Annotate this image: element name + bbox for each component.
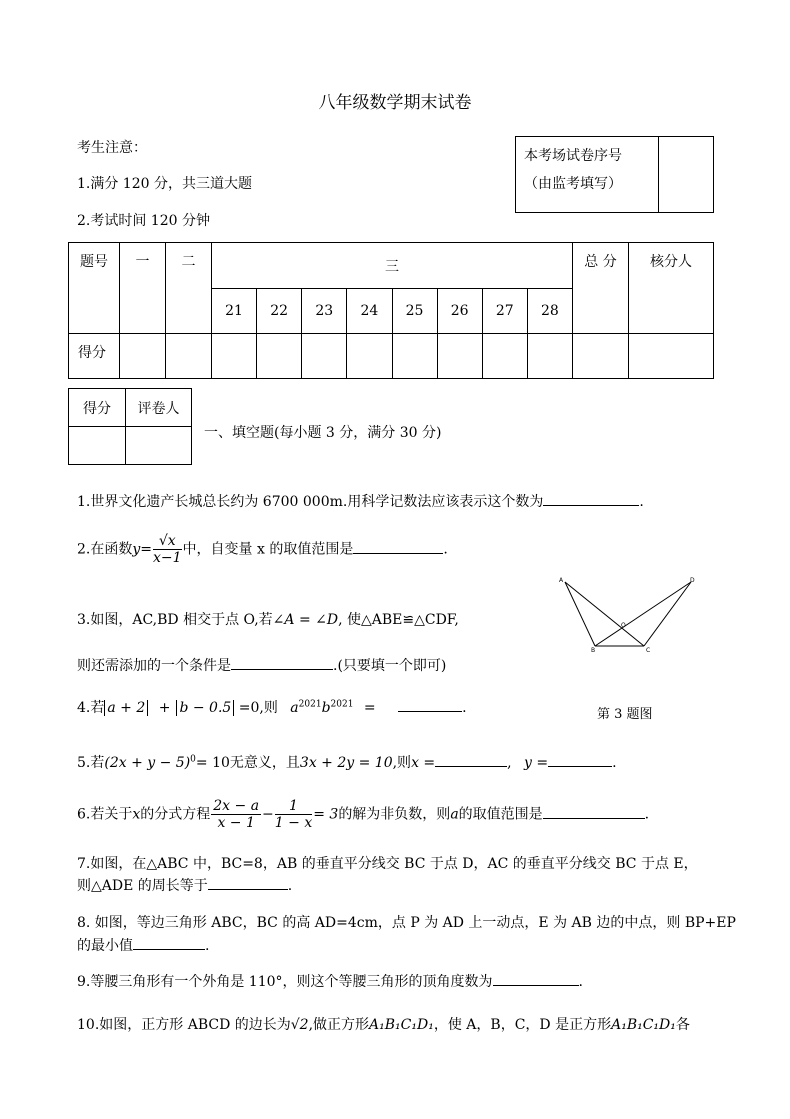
- q6-num1: 2x − a: [213, 798, 260, 814]
- question-1-text: 1.世界文化遗产长城总长约为 6700 000m.用科学记数法应该表示这个数为: [77, 494, 544, 510]
- q9-text: 9.等腰三角形有一个外角是 110°，则这个等腰三角形的顶角度数为: [77, 974, 493, 990]
- answer-blank-7[interactable]: [208, 889, 288, 890]
- period: .: [287, 878, 293, 894]
- period: .: [205, 938, 210, 954]
- answer-blank-8[interactable]: [133, 949, 205, 950]
- q6-num2: 1: [275, 798, 312, 815]
- serial-box-line2: （由监考填写）: [524, 176, 622, 192]
- grader-table: [68, 388, 192, 465]
- answer-blank-1[interactable]: [543, 505, 639, 506]
- q4-prefix: 4.若: [77, 700, 105, 716]
- row-score-label: 得分: [69, 333, 120, 378]
- score-cell[interactable]: [482, 333, 527, 378]
- q6-minus: −: [262, 806, 274, 823]
- grader-score-cell[interactable]: [69, 427, 126, 465]
- period: .: [644, 806, 650, 823]
- fig3-label-o: O: [621, 622, 626, 629]
- q6-var: x: [132, 806, 141, 823]
- q2-numerator: √x: [153, 533, 182, 550]
- q5-expr: (2x + y − 5): [104, 755, 191, 771]
- sub-col-22: 22: [257, 289, 302, 333]
- col-tihao: 题号: [69, 243, 120, 334]
- score-cell[interactable]: [302, 333, 347, 378]
- q10-suffix: 各: [675, 1017, 690, 1033]
- q4-b: b: [321, 700, 331, 716]
- q6-suffix-b: 的取值范围是: [458, 806, 543, 823]
- question-9: [77, 971, 583, 991]
- q2-y-eq: y=: [132, 541, 152, 558]
- q10-square-2: A₁B₁C₁D₁: [611, 1017, 676, 1033]
- answer-blank-9[interactable]: [493, 985, 579, 986]
- score-cell[interactable]: [166, 333, 212, 378]
- answer-blank-3[interactable]: [231, 669, 333, 670]
- question-2-suffix: 中，自变量 x 的取值范围是: [182, 541, 354, 558]
- serial-box-line1: 本考场试卷序号: [524, 148, 622, 164]
- q6-den1: x − 1: [217, 815, 255, 831]
- grader-name-cell[interactable]: [126, 427, 192, 465]
- fig3-label-c: C: [646, 647, 651, 654]
- notice-item-1: 1.满分 120 分，共三道大题: [77, 176, 252, 192]
- q3-text-b: , 使△ABE≌△CDF,: [338, 612, 459, 628]
- period: .: [612, 755, 617, 771]
- answer-blank-5y[interactable]: [548, 766, 612, 767]
- sub-col-26: 26: [437, 289, 482, 333]
- serial-box: [515, 136, 714, 213]
- question-5: [77, 752, 617, 772]
- q4-abs-1: a + 2: [107, 700, 146, 716]
- score-cell[interactable]: [437, 333, 482, 378]
- sub-col-24: 24: [347, 289, 392, 333]
- q4-eq: =: [363, 700, 376, 716]
- fig3-label-d: D: [690, 577, 695, 584]
- notice-heading: 考生注意：: [77, 140, 147, 156]
- sub-col-28: 28: [527, 289, 572, 333]
- grader-score-label: 得分: [69, 389, 126, 427]
- q6-mid: 的分式方程: [140, 806, 211, 823]
- q5-x-eq: x =: [411, 755, 436, 771]
- q10-prefix: 10.如图，正方形 ABCD 的边长为: [77, 1017, 291, 1033]
- score-cell[interactable]: [347, 333, 392, 378]
- score-cell[interactable]: [629, 333, 714, 378]
- q5-y-eq: y =: [524, 755, 549, 771]
- q10-mid2: ，使 A，B，C，D 是正方形: [433, 1017, 612, 1033]
- question-6: [77, 798, 649, 831]
- sub-col-25: 25: [392, 289, 437, 333]
- q3-line2: 则还需添加的一个条件是: [77, 658, 231, 674]
- question-8-line-2: [77, 935, 209, 955]
- q6-eq: = 3: [313, 806, 339, 823]
- q3-text-a: 3.如图，AC,BD 相交于点 O,若: [77, 612, 273, 628]
- question-1: [77, 491, 644, 511]
- question-2: [77, 533, 448, 566]
- q5-mid: = 10无意义，且: [195, 755, 300, 771]
- question-10: [77, 1014, 690, 1034]
- fig3-label-a: A: [559, 577, 564, 584]
- period: .: [443, 541, 448, 558]
- question-7-line-2: [77, 875, 292, 895]
- q3-line2-suffix: .(只要填一个即可): [333, 658, 447, 674]
- col-one: 一: [120, 243, 166, 334]
- score-cell[interactable]: [257, 333, 302, 378]
- period: .: [639, 494, 644, 510]
- answer-blank-2[interactable]: [353, 553, 443, 554]
- q6-den2: 1 − x: [274, 815, 313, 831]
- q3-angle: ∠A = ∠D: [272, 612, 339, 628]
- q7-line2: 则△ADE 的周长等于: [77, 878, 208, 894]
- score-cell[interactable]: [212, 333, 257, 378]
- question-2-prefix: 2.在函数: [77, 541, 133, 558]
- sub-col-27: 27: [482, 289, 527, 333]
- q6-suffix-a: 的解为非负数，则: [338, 806, 451, 823]
- score-cell[interactable]: [527, 333, 572, 378]
- q10-sqrt: √2: [290, 1017, 309, 1033]
- sub-col-21: 21: [212, 289, 257, 333]
- q4-abs-2: b − 0.5: [179, 700, 232, 716]
- score-cell[interactable]: [120, 333, 166, 378]
- score-table: [68, 242, 714, 379]
- serial-number-field[interactable]: [659, 137, 714, 213]
- q10-square-1: A₁B₁C₁D₁: [369, 1017, 434, 1033]
- q5-exp: 0: [190, 754, 196, 765]
- score-cell[interactable]: [392, 333, 437, 378]
- q4-plus: +: [158, 700, 171, 716]
- grader-label: 评卷人: [126, 389, 192, 427]
- q6-prefix: 6.若关于: [77, 806, 133, 823]
- fig3-label-b: B: [591, 647, 596, 654]
- page-title: 八年级数学期末试卷: [318, 93, 472, 113]
- notice-item-2: 2.考试时间 120 分钟: [77, 213, 210, 229]
- period: .: [462, 700, 467, 716]
- answer-blank-5x[interactable]: [435, 766, 507, 767]
- question-7-line-1: 7.如图，在△ABC 中，BC=8，AB 的垂直平分线交 BC 于点 D，AC 的垂直平分线交 BC 于点 E，: [77, 856, 698, 872]
- q4-a: a: [290, 700, 299, 716]
- col-checker: 核分人: [629, 243, 714, 334]
- answer-blank-4[interactable]: [398, 711, 462, 712]
- q4-mid: =0,则: [238, 700, 278, 716]
- question-3-line-2: [77, 655, 446, 675]
- q4-exp-b: 2021: [330, 699, 354, 710]
- q8-line2: 的最小值: [77, 938, 133, 954]
- score-cell[interactable]: [573, 333, 629, 378]
- q5-comma: ,: [507, 755, 512, 771]
- section-1-heading: 一、填空题(每小题 3 分，满分 30 分): [204, 425, 442, 441]
- col-three: 三: [212, 243, 573, 289]
- figure-3-caption: 第 3 题图: [597, 707, 653, 722]
- figure-3: [555, 574, 700, 656]
- q5-then: ,则: [392, 755, 412, 771]
- question-4: [77, 697, 467, 717]
- answer-blank-6[interactable]: [543, 818, 645, 819]
- period: .: [578, 974, 583, 990]
- question-8-line-1: 8. 如图，等边三角形 ABC，BC 的高 AD=4cm，点 P 为 AD 上一动点，E 为 AB 边的中点，则 BP+EP: [77, 915, 736, 931]
- col-total: 总 分: [573, 243, 629, 334]
- q10-mid: ,做正方形: [308, 1017, 370, 1033]
- q6-var-a: a: [450, 806, 459, 823]
- question-3-line-1: [77, 609, 459, 629]
- q5-expr2: 3x + 2y = 10: [299, 755, 393, 771]
- q4-exp-a: 2021: [298, 699, 322, 710]
- sub-col-23: 23: [302, 289, 347, 333]
- col-two: 二: [166, 243, 212, 334]
- q2-denominator: x−1: [153, 550, 182, 566]
- q5-prefix: 5.若: [77, 755, 105, 771]
